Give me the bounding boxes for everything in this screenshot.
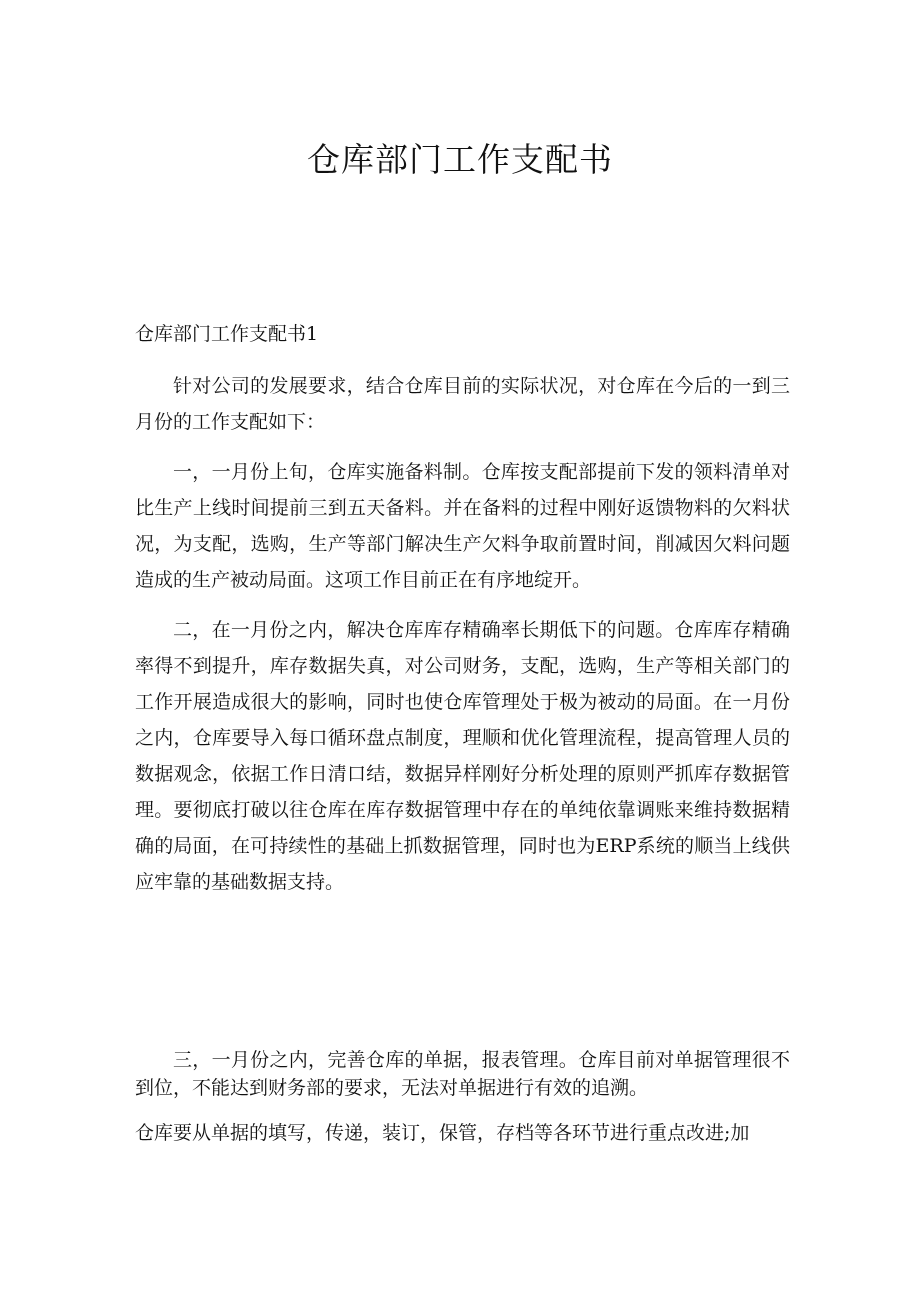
- paragraph-group: [135, 368, 790, 914]
- paragraph-intro: 针对公司的发展要求，结合仓库目前的实际状况，对仓库在今后的一到三月份的工作支配如下：: [135, 375, 790, 433]
- paragraph-item-3: 三，一月份之内，完善仓库的单据，报表管理。仓库目前对单据管理很不到位，不能达到财务部的要求，无法对单据进行有效的追溯。: [135, 1049, 790, 1099]
- paragraph-item-1: 一，一月份上旬，仓库实施备料制。仓库按支配部提前下发的领料清单对比生产上线时间提前三到五天备料。并在备料的过程中刚好返馈物料的欠料状况，为支配，选购，生产等部门解决生产欠料争取前置时间，削减因欠料问题造成的生产被动局面。这项工作目前正在有序地绽开。: [135, 461, 790, 591]
- paragraph-group-2: [135, 1046, 790, 1102]
- paragraph-item-2: 二，在一月份之内，解决仓库库存精确率长期低下的问题。仓库库存精确率得不到提升，库存数据失真，对公司财务，支配，选购，生产等相关部门的工作开展造成很大的影响，同时也使仓库管理处于极为被动的局面。在一月份之内，仓库要导入每口循环盘点制度，理顺和优化管理流程，提高管理人员的数据观念，依据工作日清口结，数据异样刚好分析处理的原则严抓库存数据管理。要彻底打破以往仓库在库存数据管理中存在的单纯依靠调账来维持数据精确的局面，在可持续性的基础上抓数据管理，同时也为ERP系统的顺当上线供应牢靠的基础数据支持。: [135, 619, 790, 893]
- document-title: 仓库部门工作支配书: [307, 140, 613, 179]
- paragraph-continuation: 仓库要从单据的填写，传递，装订，保管，存档等各环节进行重点改进;加: [135, 1122, 750, 1144]
- paragraph-group-3: [135, 1117, 790, 1149]
- section-heading-text: 仓库部门工作支配书1: [135, 323, 319, 345]
- section-heading: [135, 318, 790, 350]
